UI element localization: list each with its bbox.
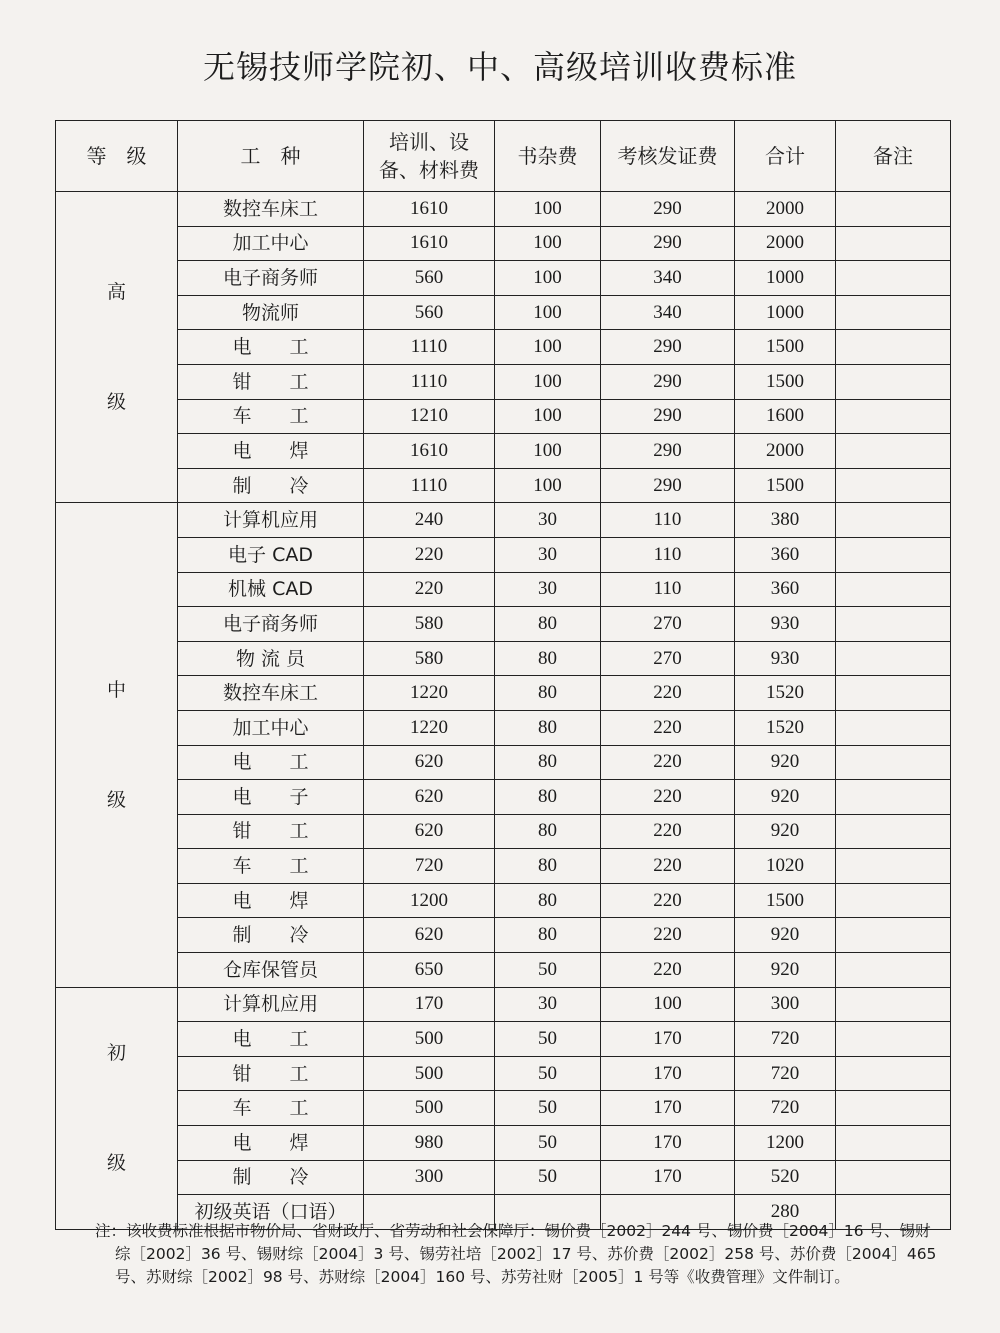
- table-row: [56, 434, 951, 469]
- book-fee-cell: 80: [495, 883, 601, 918]
- training-fee-cell: 1610: [364, 434, 495, 469]
- level-label-gap: [56, 1063, 177, 1153]
- table-row: [56, 780, 951, 815]
- training-fee-cell: 620: [364, 745, 495, 780]
- total-cell: 1020: [735, 849, 836, 884]
- training-fee-cell: 1110: [364, 330, 495, 365]
- remark-cell: [836, 503, 951, 538]
- remark-cell: [836, 987, 951, 1022]
- trade-cell: 加工中心: [178, 226, 364, 261]
- trade-cell: 钳 工: [178, 1056, 364, 1091]
- level-label-gap: [56, 700, 177, 790]
- exam-fee-cell: 340: [601, 261, 735, 296]
- book-fee-cell: 100: [495, 226, 601, 261]
- exam-fee-cell: 290: [601, 399, 735, 434]
- remark-cell: [836, 295, 951, 330]
- trade-cell: 计算机应用: [178, 987, 364, 1022]
- remark-cell: [836, 745, 951, 780]
- trade-cell: 电 焊: [178, 434, 364, 469]
- header-book-fee: 书杂费: [495, 121, 601, 192]
- book-fee-cell: 30: [495, 987, 601, 1022]
- level-label-bottom: 级: [106, 391, 126, 414]
- book-fee-cell: 80: [495, 745, 601, 780]
- exam-fee-cell: 270: [601, 607, 735, 642]
- book-fee-cell: 100: [495, 330, 601, 365]
- training-fee-cell: 1200: [364, 883, 495, 918]
- table-row: [56, 849, 951, 884]
- total-cell: 1500: [735, 364, 836, 399]
- total-cell: 380: [735, 503, 836, 538]
- exam-fee-cell: 220: [601, 953, 735, 988]
- table-row: [56, 1126, 951, 1161]
- exam-fee-cell: 110: [601, 537, 735, 572]
- exam-fee-cell: 220: [601, 918, 735, 953]
- remark-cell: [836, 399, 951, 434]
- table-row: [56, 814, 951, 849]
- table-row: [56, 399, 951, 434]
- table-row: [56, 676, 951, 711]
- total-cell: 1500: [735, 330, 836, 365]
- table-row: [56, 710, 951, 745]
- remark-cell: [836, 814, 951, 849]
- remark-cell: [836, 261, 951, 296]
- document-title: 无锡技师学院初、中、高级培训收费标准: [202, 48, 797, 86]
- header-remark: 备注: [836, 121, 951, 192]
- total-cell: 520: [735, 1160, 836, 1195]
- book-fee-cell: 80: [495, 849, 601, 884]
- remark-cell: [836, 434, 951, 469]
- total-cell: 930: [735, 641, 836, 676]
- exam-fee-cell: 220: [601, 780, 735, 815]
- trade-cell: 钳 工: [178, 814, 364, 849]
- table-row: [56, 503, 951, 538]
- level-cell: [56, 192, 178, 503]
- trade-cell: 钳 工: [178, 364, 364, 399]
- remark-cell: [836, 192, 951, 227]
- table-row: [56, 364, 951, 399]
- training-fee-cell: 1210: [364, 399, 495, 434]
- trade-cell: 车 工: [178, 399, 364, 434]
- total-cell: 720: [735, 1022, 836, 1057]
- trade-cell: 计算机应用: [178, 503, 364, 538]
- header-total: 合计: [735, 121, 836, 192]
- table-row: [56, 641, 951, 676]
- remark-cell: [836, 330, 951, 365]
- training-fee-cell: 1220: [364, 676, 495, 711]
- training-fee-cell: 620: [364, 780, 495, 815]
- book-fee-cell: 100: [495, 468, 601, 503]
- trade-cell: 制 冷: [178, 468, 364, 503]
- footnote: 注：该收费标准根据市物价局、省财政厅、省劳动和社会保障厅：锡价费［2002］244 号、锡价费［2004］16 号、锡财综［2002］36 号、锡财综［2004］3 号、锡劳社培［2002］17 号、苏价费［2002］258 号、苏价费［2004］465 号、苏财综［2002］98 号、苏财综［2004］160 号、苏劳社财［2005］1 号等《收费管理》文件制订。: [95, 1222, 937, 1286]
- exam-fee-cell: 110: [601, 572, 735, 607]
- book-fee-cell: 80: [495, 676, 601, 711]
- remark-cell: [836, 537, 951, 572]
- total-cell: 360: [735, 572, 836, 607]
- remark-cell: [836, 468, 951, 503]
- training-fee-cell: 560: [364, 261, 495, 296]
- exam-fee-cell: 170: [601, 1126, 735, 1161]
- exam-fee-cell: 220: [601, 814, 735, 849]
- book-fee-cell: 100: [495, 192, 601, 227]
- exam-fee-cell: 110: [601, 503, 735, 538]
- book-fee-cell: 50: [495, 1022, 601, 1057]
- remark-cell: [836, 1056, 951, 1091]
- table-row: [56, 607, 951, 642]
- trade-cell: 仓库保管员: [178, 953, 364, 988]
- table-row: [56, 330, 951, 365]
- level-label-bottom: 级: [106, 1152, 126, 1175]
- table-row: [56, 1056, 951, 1091]
- exam-fee-cell: 290: [601, 468, 735, 503]
- trade-cell: 机械 CAD: [178, 572, 364, 607]
- total-cell: 360: [735, 537, 836, 572]
- exam-fee-cell: 170: [601, 1056, 735, 1091]
- exam-fee-cell: 100: [601, 987, 735, 1022]
- remark-cell: [836, 1160, 951, 1195]
- training-fee-cell: 500: [364, 1056, 495, 1091]
- level-label-top: 初: [106, 1042, 126, 1065]
- level-cell: [56, 503, 178, 987]
- exam-fee-cell: 220: [601, 883, 735, 918]
- total-cell: 920: [735, 918, 836, 953]
- trade-cell: 电 焊: [178, 1126, 364, 1161]
- training-fee-cell: 720: [364, 849, 495, 884]
- level-label-gap: [56, 302, 177, 392]
- exam-fee-cell: 290: [601, 434, 735, 469]
- remark-cell: [836, 364, 951, 399]
- trade-cell: 物 流 员: [178, 641, 364, 676]
- remark-cell: [836, 849, 951, 884]
- table-row: [56, 261, 951, 296]
- book-fee-cell: 100: [495, 399, 601, 434]
- exam-fee-cell: 170: [601, 1022, 735, 1057]
- total-cell: 280: [735, 1195, 836, 1230]
- remark-cell: [836, 641, 951, 676]
- total-cell: 2000: [735, 226, 836, 261]
- training-fee-cell: 220: [364, 537, 495, 572]
- table-row: [56, 918, 951, 953]
- book-fee-cell: 50: [495, 1056, 601, 1091]
- trade-cell: 电 工: [178, 1022, 364, 1057]
- book-fee-cell: 50: [495, 1091, 601, 1126]
- exam-fee-cell: 290: [601, 364, 735, 399]
- training-fee-cell: 1610: [364, 226, 495, 261]
- header-trade: 工 种: [178, 121, 364, 192]
- remark-cell: [836, 710, 951, 745]
- remark-cell: [836, 607, 951, 642]
- book-fee-cell: 100: [495, 261, 601, 296]
- training-fee-cell: 560: [364, 295, 495, 330]
- table-row: [56, 468, 951, 503]
- remark-cell: [836, 572, 951, 607]
- trade-cell: 车 工: [178, 1091, 364, 1126]
- fee-table-body: [56, 192, 951, 1230]
- remark-cell: [836, 676, 951, 711]
- trade-cell: 电 工: [178, 330, 364, 365]
- total-cell: 920: [735, 780, 836, 815]
- header-row: [56, 121, 951, 192]
- header-training-fee: 培训、设备、材料费: [364, 121, 495, 192]
- training-fee-cell: 1220: [364, 710, 495, 745]
- book-fee-cell: 30: [495, 503, 601, 538]
- total-cell: 300: [735, 987, 836, 1022]
- total-cell: 1520: [735, 676, 836, 711]
- training-fee-cell: 580: [364, 641, 495, 676]
- table-row: [56, 1022, 951, 1057]
- book-fee-cell: 30: [495, 537, 601, 572]
- book-fee-cell: 100: [495, 295, 601, 330]
- book-fee-cell: 30: [495, 572, 601, 607]
- table-row: [56, 745, 951, 780]
- remark-cell: [836, 953, 951, 988]
- book-fee-cell: 80: [495, 607, 601, 642]
- table-row: [56, 572, 951, 607]
- book-fee-cell: 50: [495, 953, 601, 988]
- exam-fee-cell: 270: [601, 641, 735, 676]
- level-label-top: 高: [106, 281, 126, 304]
- book-fee-cell: 100: [495, 364, 601, 399]
- remark-cell: [836, 226, 951, 261]
- trade-cell: 数控车床工: [178, 192, 364, 227]
- training-fee-cell: 580: [364, 607, 495, 642]
- training-fee-cell: 1110: [364, 364, 495, 399]
- training-fee-cell: 240: [364, 503, 495, 538]
- exam-fee-cell: 220: [601, 676, 735, 711]
- exam-fee-cell: 290: [601, 226, 735, 261]
- table-row: [56, 226, 951, 261]
- table-row: [56, 987, 951, 1022]
- total-cell: 1600: [735, 399, 836, 434]
- exam-fee-cell: 220: [601, 710, 735, 745]
- trade-cell: 电 工: [178, 745, 364, 780]
- training-fee-cell: 620: [364, 918, 495, 953]
- training-fee-cell: 1110: [364, 468, 495, 503]
- trade-cell: 制 冷: [178, 1160, 364, 1195]
- total-cell: 1500: [735, 883, 836, 918]
- training-fee-cell: 650: [364, 953, 495, 988]
- remark-cell: [836, 780, 951, 815]
- exam-fee-cell: 220: [601, 745, 735, 780]
- remark-cell: [836, 918, 951, 953]
- trade-cell: 加工中心: [178, 710, 364, 745]
- exam-fee-cell: 290: [601, 192, 735, 227]
- total-cell: 1520: [735, 710, 836, 745]
- remark-cell: [836, 1022, 951, 1057]
- book-fee-cell: 50: [495, 1126, 601, 1161]
- book-fee-cell: 80: [495, 710, 601, 745]
- total-cell: 2000: [735, 434, 836, 469]
- total-cell: 920: [735, 814, 836, 849]
- book-fee-cell: 80: [495, 780, 601, 815]
- exam-fee-cell: 170: [601, 1091, 735, 1126]
- exam-fee-cell: 290: [601, 330, 735, 365]
- total-cell: 930: [735, 607, 836, 642]
- training-fee-cell: 170: [364, 987, 495, 1022]
- training-fee-cell: 1610: [364, 192, 495, 227]
- book-fee-cell: 80: [495, 641, 601, 676]
- total-cell: 1000: [735, 261, 836, 296]
- trade-cell: 初级英语（口语）: [178, 1195, 364, 1230]
- total-cell: 720: [735, 1091, 836, 1126]
- book-fee-cell: 80: [495, 814, 601, 849]
- book-fee-cell: 80: [495, 918, 601, 953]
- training-fee-cell: 980: [364, 1126, 495, 1161]
- total-cell: 1200: [735, 1126, 836, 1161]
- total-cell: 720: [735, 1056, 836, 1091]
- trade-cell: 电 子: [178, 780, 364, 815]
- book-fee-cell: 100: [495, 434, 601, 469]
- training-fee-cell: 620: [364, 814, 495, 849]
- total-cell: 1000: [735, 295, 836, 330]
- table-row: [56, 1091, 951, 1126]
- table-row: [56, 883, 951, 918]
- remark-cell: [836, 1126, 951, 1161]
- total-cell: 920: [735, 745, 836, 780]
- table-row: [56, 1160, 951, 1195]
- level-label-bottom: 级: [106, 789, 126, 811]
- trade-cell: 电 焊: [178, 883, 364, 918]
- table-row: [56, 537, 951, 572]
- table-row: [56, 295, 951, 330]
- trade-cell: 数控车床工: [178, 676, 364, 711]
- trade-cell: 电子 CAD: [178, 537, 364, 572]
- trade-cell: 物流师: [178, 295, 364, 330]
- exam-fee-cell: 170: [601, 1160, 735, 1195]
- training-fee-cell: 500: [364, 1091, 495, 1126]
- book-fee-cell: 50: [495, 1160, 601, 1195]
- training-fee-cell: 300: [364, 1160, 495, 1195]
- table-row: [56, 192, 951, 227]
- remark-cell: [836, 1091, 951, 1126]
- header-level: 等 级: [56, 121, 178, 192]
- trade-cell: 制 冷: [178, 918, 364, 953]
- total-cell: 920: [735, 953, 836, 988]
- training-fee-cell: 500: [364, 1022, 495, 1057]
- remark-cell: [836, 883, 951, 918]
- total-cell: 1500: [735, 468, 836, 503]
- trade-cell: 车 工: [178, 849, 364, 884]
- header-exam-fee: 考核发证费: [601, 121, 735, 192]
- total-cell: 2000: [735, 192, 836, 227]
- table-row: [56, 953, 951, 988]
- trade-cell: 电子商务师: [178, 261, 364, 296]
- training-fee-cell: 220: [364, 572, 495, 607]
- fee-table: [55, 120, 951, 1230]
- trade-cell: 电子商务师: [178, 607, 364, 642]
- level-cell: [56, 987, 178, 1229]
- exam-fee-cell: 220: [601, 849, 735, 884]
- exam-fee-cell: 340: [601, 295, 735, 330]
- level-label-top: 中: [106, 679, 126, 701]
